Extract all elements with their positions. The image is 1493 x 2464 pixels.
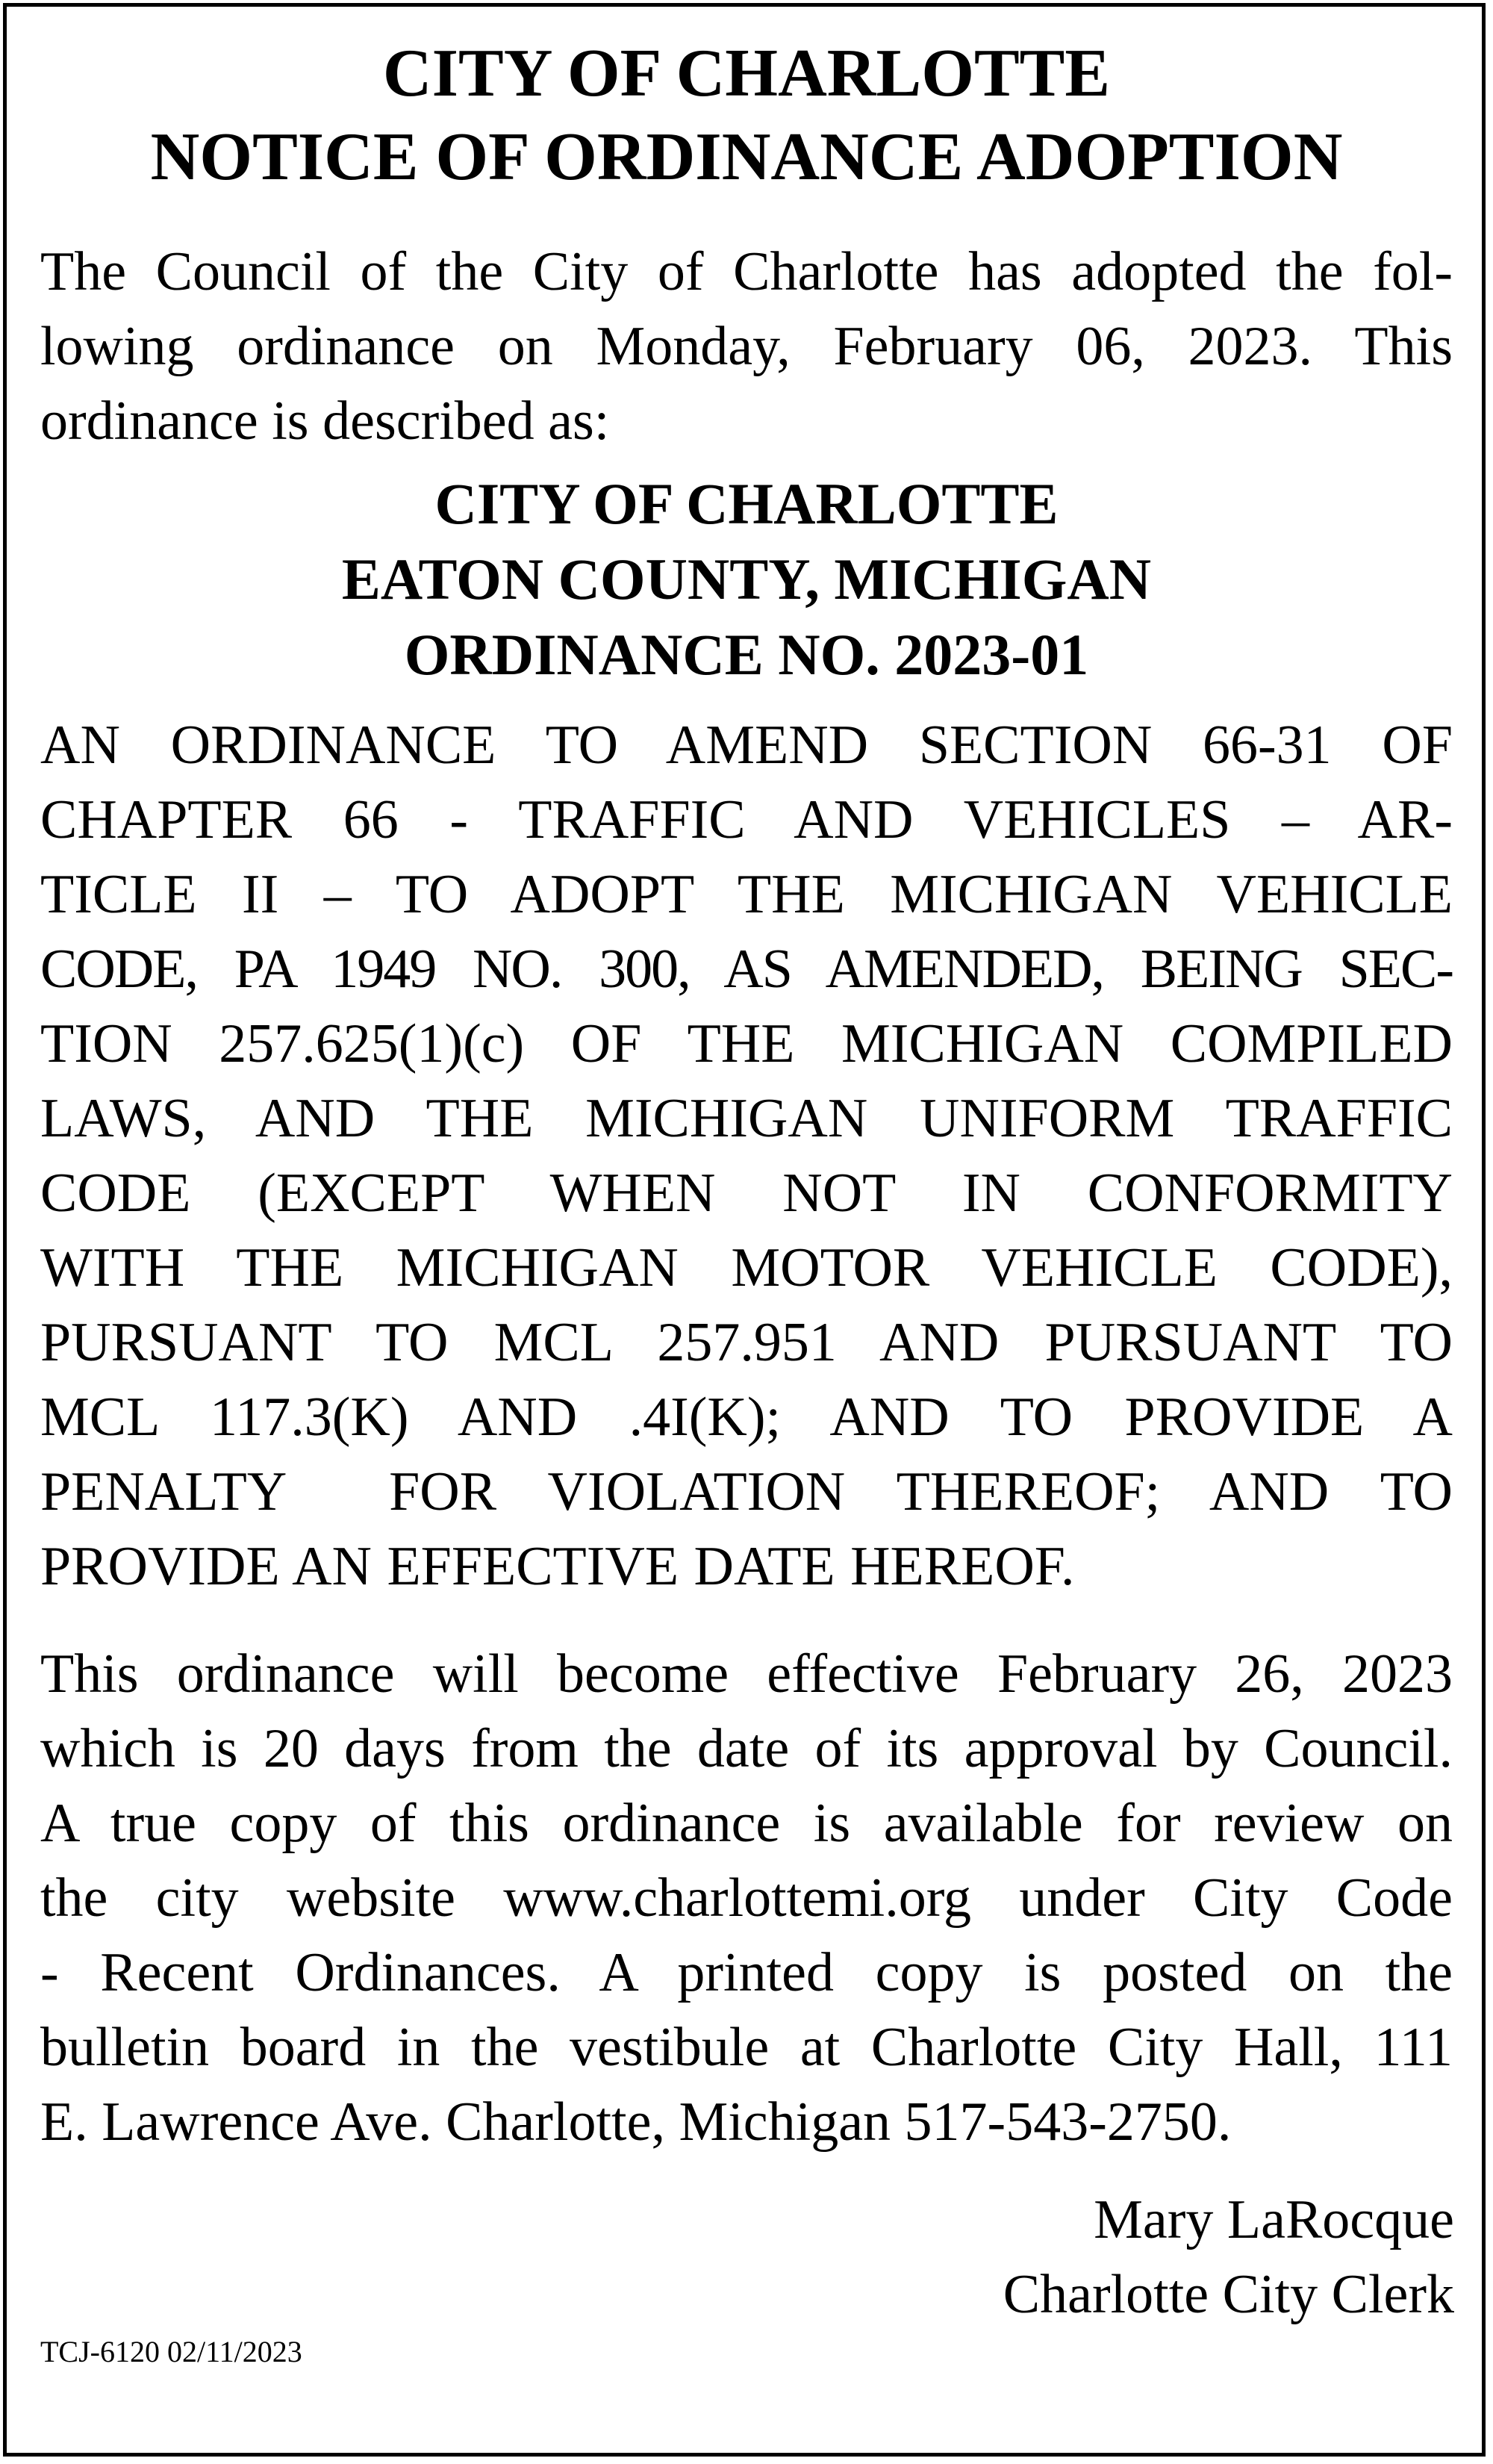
ordinance-title-paragraph: [40, 708, 1453, 1604]
ordinance-title-line: PURSUANT TO MCL 257.951 AND PURSUANT TO: [40, 1312, 1453, 1373]
ordinance-title-line: PROVIDE AN EFFECTIVE DATE HEREOF.: [40, 1536, 1075, 1597]
ordinance-title-line: CODE, PA 1949 NO. 300, AS AMENDED, BEING SEC-: [40, 939, 1453, 1000]
intro-line: The Council of the City of Charlotte has adopted the fol-: [40, 241, 1453, 302]
ordinance-title-line: PENALTY FOR VIOLATION THEREOF; AND TO: [40, 1461, 1453, 1522]
ordinance-title-line: LAWS, AND THE MICHIGAN UNIFORM TRAFFIC: [40, 1088, 1453, 1149]
notice-title-line-2: NOTICE OF ORDINANCE ADOPTION: [150, 119, 1343, 194]
signature-name: Mary LaRocque: [1094, 2189, 1454, 2250]
ordinance-title-line: CHAPTER 66 - TRAFFIC AND VEHICLES – AR-: [40, 789, 1453, 850]
ordinance-heading-line-3: ORDINANCE NO. 2023-01: [404, 622, 1089, 687]
ordinance-heading-line-1: CITY OF CHARLOTTE: [434, 471, 1059, 536]
effective-line: - Recent Ordinances. A printed copy is posted on the: [40, 1942, 1453, 2003]
effective-line: This ordinance will become effective February 26, 2023: [40, 1643, 1453, 1705]
signature-title: Charlotte City Clerk: [1003, 2264, 1454, 2325]
intro-paragraph: [40, 234, 1453, 458]
ordinance-title-line: AN ORDINANCE TO AMEND SECTION 66-31 OF: [40, 715, 1453, 776]
notice-title-line-1: CITY OF CHARLOTTE: [382, 35, 1111, 111]
publication-reference: TCJ-6120 02/11/2023: [40, 2335, 302, 2368]
ordinance-title-line: MCL 117.3(K) AND .4I(K); AND TO PROVIDE A: [40, 1387, 1453, 1448]
intro-line: lowing ordinance on Monday, February 06, 2023. This: [40, 316, 1453, 377]
effective-line: the city website www.charlottemi.org under City Code: [40, 1867, 1453, 1929]
ordinance-heading-line-2: EATON COUNTY, MICHIGAN: [341, 547, 1152, 612]
effective-line: E. Lawrence Ave. Charlotte, Michigan 517-543-2750.: [40, 2091, 1232, 2153]
ordinance-title-line: CODE (EXCEPT WHEN NOT IN CONFORMITY: [40, 1163, 1453, 1224]
intro-line: ordinance is described as:: [40, 391, 610, 452]
effective-paragraph: [40, 1637, 1453, 2159]
effective-line: which is 20 days from the date of its approval by Council.: [40, 1718, 1453, 1779]
effective-line: A true copy of this ordinance is available for review on: [40, 1793, 1453, 1854]
effective-line: bulletin board in the vestibule at Charlotte City Hall, 111: [40, 2017, 1453, 2078]
ordinance-title-line: TICLE II – TO ADOPT THE MICHIGAN VEHICLE: [40, 864, 1453, 925]
ordinance-title-line: TION 257.625(1)(c) OF THE MICHIGAN COMPILED: [40, 1013, 1453, 1074]
ordinance-title-line: WITH THE MICHIGAN MOTOR VEHICLE CODE),: [40, 1237, 1453, 1298]
